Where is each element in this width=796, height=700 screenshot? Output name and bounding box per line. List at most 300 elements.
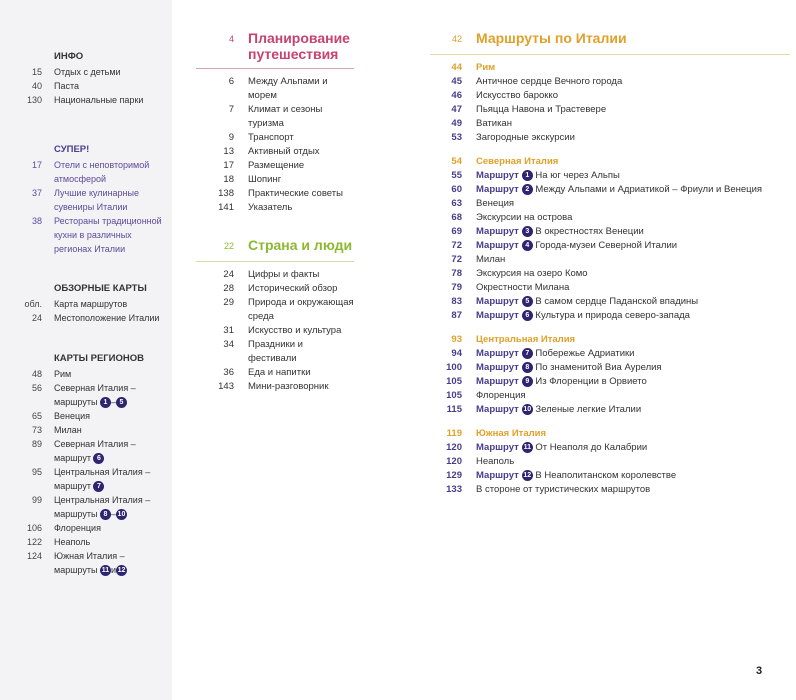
- toc-entry[interactable]: [430, 169, 790, 183]
- entry-routes: [54, 479, 172, 493]
- entry-page: 56: [31, 383, 42, 393]
- entry-title: Неаполь: [54, 537, 91, 547]
- entry-page: 13: [223, 146, 234, 157]
- route-number-badge: 5: [116, 397, 127, 408]
- toc-entry[interactable]: [0, 521, 172, 535]
- entry-page: 60: [451, 184, 462, 195]
- toc-entry[interactable]: [430, 389, 790, 403]
- entry-page: 69: [451, 226, 462, 237]
- entry-title: Античное сердце Вечного города: [476, 76, 623, 87]
- page-number: 3: [756, 665, 763, 677]
- entry-page: 95: [31, 467, 42, 477]
- route-number-badge: 8: [522, 362, 533, 373]
- routes-label: маршруты: [54, 397, 98, 407]
- country-header: [196, 237, 354, 262]
- sidebar-info: [0, 50, 172, 107]
- route-label: Маршрут: [476, 362, 519, 373]
- route-number-badge: 1: [100, 397, 111, 408]
- entry-page: 17: [223, 160, 234, 171]
- route-number-badge: 12: [117, 567, 126, 575]
- entry-title: Милан: [476, 254, 506, 265]
- toc-entry[interactable]: [0, 381, 172, 395]
- entry-title: Центральная Италия –: [54, 467, 151, 477]
- entry-page: 120: [446, 442, 462, 453]
- entry-title-wrap: [476, 211, 790, 225]
- entry-title: Венеция: [54, 411, 91, 421]
- route-number-badge: 11: [101, 567, 110, 575]
- entry-page: 31: [223, 325, 234, 336]
- entry-page: 73: [31, 425, 42, 435]
- toc-entry[interactable]: [0, 549, 172, 563]
- toc-entry[interactable]: [0, 172, 172, 186]
- entry-title-wrap: [476, 239, 790, 253]
- route-label: Маршрут: [476, 470, 519, 481]
- entry-routes: [54, 507, 172, 521]
- route-number-badge: 8: [100, 509, 111, 520]
- entry-title: Побережье Адриатики: [535, 348, 635, 359]
- toc-entry[interactable]: [0, 214, 172, 228]
- entry-title: Венеция: [476, 198, 515, 209]
- toc-entry-continuation[interactable]: [0, 395, 172, 409]
- entry-page: 47: [451, 104, 462, 115]
- entry-title-wrap: [476, 267, 790, 281]
- entry-page: 18: [223, 174, 234, 185]
- routes-separator: и: [110, 565, 116, 575]
- routes-label: маршрут: [54, 453, 91, 463]
- section-page: 4: [228, 34, 234, 44]
- entry-title: Мини-разговорник: [248, 381, 329, 392]
- toc-entry[interactable]: [430, 309, 790, 323]
- toc-entry[interactable]: [196, 296, 354, 310]
- entry-routes: [54, 563, 172, 577]
- entry-title-wrap: [476, 183, 790, 197]
- entry-title: Милан: [54, 425, 82, 435]
- toc-entry[interactable]: [196, 131, 354, 145]
- entry-title: Климат и сезоны туризма: [248, 104, 323, 129]
- entry-page: 24: [31, 313, 42, 323]
- country-list: [196, 268, 354, 394]
- entry-title-wrap: [476, 281, 790, 295]
- entry-title: От Неаполя до Калабрии: [535, 442, 648, 453]
- entry-title: Загородные экскурсии: [476, 132, 575, 143]
- toc-entry[interactable]: [430, 197, 790, 211]
- entry-title: Северная Италия –: [54, 383, 136, 393]
- toc-entry[interactable]: [196, 338, 354, 366]
- routes-label: маршруты: [54, 565, 98, 575]
- route-number-badge: 9: [522, 376, 533, 387]
- section-title: СУПЕР!: [54, 144, 90, 155]
- entry-title-wrap: [476, 117, 790, 131]
- region-title: Центральная Италия: [476, 334, 576, 345]
- entry-title: Карта маршрутов: [54, 299, 128, 309]
- toc-entry[interactable]: [196, 187, 354, 201]
- toc-entry[interactable]: [430, 483, 790, 497]
- entry-title: Национальные парки: [54, 95, 144, 105]
- entry-title-wrap: [476, 197, 790, 211]
- toc-entry[interactable]: [430, 89, 790, 103]
- entry-page: 9: [228, 132, 234, 143]
- route-number-badge: 12: [523, 471, 532, 479]
- entry-title: Активный отдых: [248, 146, 320, 157]
- toc-entry-continuation[interactable]: [0, 451, 172, 465]
- entry-title: регионах Италии: [54, 244, 126, 254]
- entry-title: Местоположение Италии: [54, 313, 160, 323]
- entry-title: Города-музеи Северной Италии: [535, 240, 678, 251]
- entry-page: [0, 228, 54, 242]
- entry-title: В стороне от туристических маршрутов: [476, 484, 651, 495]
- toc-entry[interactable]: [0, 186, 172, 200]
- entry-title-wrap: [476, 361, 790, 375]
- toc-entry[interactable]: [0, 79, 172, 93]
- entry-title: Флоренция: [54, 523, 101, 533]
- entry-routes: [54, 451, 172, 465]
- entry-title-wrap: [476, 375, 790, 389]
- entry-title-wrap: [476, 169, 790, 183]
- section-page: 22: [223, 241, 234, 251]
- entry-title: Размещение: [248, 160, 305, 171]
- toc-entry[interactable]: [196, 324, 354, 338]
- entry-title: Отдых с детьми: [54, 67, 121, 77]
- entry-page: 78: [451, 268, 462, 279]
- entry-title: Природа и окружающая: [248, 297, 354, 308]
- entry-page: 55: [451, 170, 462, 181]
- entry-title-wrap: [476, 89, 790, 103]
- entry-title: Экскурсия на озеро Комо: [476, 268, 588, 279]
- entry-title: среда: [248, 311, 274, 322]
- region-heading[interactable]: [430, 155, 790, 169]
- toc-entry[interactable]: [196, 75, 354, 103]
- entry-title: Северная Италия –: [54, 439, 136, 449]
- entry-title: Практические советы: [248, 188, 343, 199]
- entry-page: 53: [451, 132, 462, 143]
- entry-page: 28: [223, 283, 234, 294]
- route-label: Маршрут: [476, 404, 519, 415]
- entry-page: 83: [451, 296, 462, 307]
- toc-entry-continuation[interactable]: [0, 563, 172, 577]
- route-label: Маршрут: [476, 170, 519, 181]
- toc-entry[interactable]: [430, 455, 790, 469]
- sidebar-region-maps: [0, 352, 172, 577]
- route-label: Маршрут: [476, 376, 519, 387]
- toc-entry[interactable]: [0, 367, 172, 381]
- toc-entry[interactable]: [430, 267, 790, 281]
- entry-title: сувениры Италии: [54, 202, 128, 212]
- entry-page: 65: [31, 411, 42, 421]
- toc-entry[interactable]: [430, 211, 790, 225]
- entry-routes: [54, 395, 172, 409]
- route-number-badge: 10: [117, 511, 126, 519]
- toc-entry[interactable]: [430, 75, 790, 89]
- toc-entry[interactable]: [196, 380, 354, 394]
- entry-page: 105: [446, 390, 462, 401]
- entry-page: 129: [446, 470, 462, 481]
- entry-title-wrap: [476, 75, 790, 89]
- entry-title: Паста: [54, 81, 80, 91]
- entry-page: 79: [451, 282, 462, 293]
- entry-title: Флоренция: [476, 390, 526, 401]
- toc-entry[interactable]: [196, 145, 354, 159]
- entry-title: Пьяцца Навона и Трастевере: [476, 104, 607, 115]
- route-label: Маршрут: [476, 296, 519, 307]
- region-heading[interactable]: [430, 333, 790, 347]
- route-group: [430, 61, 790, 145]
- entry-page: 130: [26, 95, 42, 105]
- entry-page: 24: [223, 269, 234, 280]
- toc-entry[interactable]: [196, 159, 354, 173]
- region-title: Северная Италия: [476, 156, 559, 167]
- entry-title: Исторический обзор: [248, 283, 338, 294]
- entry-page-empty: [0, 507, 54, 521]
- entry-title: Центральная Италия –: [54, 495, 151, 505]
- route-number-badge: 6: [522, 310, 533, 321]
- region-heading[interactable]: [430, 427, 790, 441]
- section-title: ИНФО: [54, 51, 84, 62]
- toc-entry[interactable]: [0, 297, 172, 311]
- route-number-badge: 7: [522, 348, 533, 359]
- toc-entry[interactable]: [430, 295, 790, 309]
- region-page: 44: [451, 62, 462, 73]
- entry-page: 87: [451, 310, 462, 321]
- entry-page: 122: [26, 537, 42, 547]
- entry-page: 133: [446, 484, 462, 495]
- section-page: 42: [451, 34, 462, 44]
- toc-entry[interactable]: [430, 253, 790, 267]
- entry-title: В самом сердце Паданской впадины: [535, 296, 699, 307]
- toc-entry[interactable]: [196, 282, 354, 296]
- entry-title: Рим: [54, 369, 72, 379]
- entry-title-wrap: [476, 131, 790, 145]
- entry-page: [0, 242, 54, 256]
- toc-entry[interactable]: [0, 158, 172, 172]
- toc-entry[interactable]: [430, 403, 790, 417]
- routes-header: [430, 30, 790, 55]
- entry-title: На юг через Альпы: [535, 170, 620, 181]
- entry-page-empty: [0, 563, 54, 577]
- toc-entry[interactable]: [430, 225, 790, 239]
- entry-page: 100: [446, 362, 462, 373]
- entry-title: Отели с неповторимой: [54, 160, 150, 170]
- entry-title: Окрестности Милана: [476, 282, 570, 293]
- planning-column: [196, 30, 354, 394]
- toc-entry[interactable]: [196, 173, 354, 187]
- region-page: 93: [451, 334, 462, 345]
- entry-page: 37: [31, 188, 42, 198]
- entry-title-wrap: [476, 469, 790, 483]
- entry-page: 45: [451, 76, 462, 87]
- route-group: [430, 333, 790, 417]
- entry-page: 68: [451, 212, 462, 223]
- entry-page-empty: [0, 451, 54, 465]
- toc-entry[interactable]: [430, 103, 790, 117]
- entry-title-wrap: [476, 103, 790, 117]
- route-label: Маршрут: [476, 226, 519, 237]
- toc-entry[interactable]: [196, 268, 354, 282]
- sidebar-super: [0, 143, 172, 256]
- region-title: Рим: [476, 62, 496, 73]
- routes-separator: –: [110, 397, 116, 407]
- entry-page: 17: [31, 160, 42, 170]
- section-title[interactable]: [248, 30, 350, 62]
- toc-entry[interactable]: [0, 465, 172, 479]
- toc-entry[interactable]: [430, 441, 790, 455]
- toc-entry[interactable]: [430, 131, 790, 145]
- region-page: 54: [451, 156, 462, 167]
- entry-title-wrap: [476, 389, 790, 403]
- entry-title-wrap: [476, 455, 790, 469]
- entry-title: Праздники и фестивали: [248, 339, 303, 364]
- toc-entry[interactable]: [0, 493, 172, 507]
- section-title[interactable]: Страна и люди: [248, 237, 353, 253]
- toc-entry[interactable]: [430, 183, 790, 197]
- entry-title: Южная Италия –: [54, 551, 125, 561]
- entry-page-empty: [0, 395, 54, 409]
- entry-title: Транспорт: [248, 132, 294, 143]
- entry-page: 138: [218, 188, 234, 199]
- route-number-badge: 2: [522, 184, 533, 195]
- toc-entry[interactable]: [430, 239, 790, 253]
- toc-entry[interactable]: [0, 228, 172, 242]
- title-line: путешествия: [248, 46, 339, 62]
- toc-entry[interactable]: [0, 242, 172, 256]
- entry-page: 72: [451, 254, 462, 265]
- entry-title-wrap: [476, 441, 790, 455]
- route-group: [430, 155, 790, 323]
- toc-entry[interactable]: [430, 281, 790, 295]
- toc-entry[interactable]: [430, 469, 790, 483]
- entry-page: 7: [228, 104, 234, 115]
- entry-page: 115: [446, 404, 462, 415]
- toc-entry-continuation[interactable]: [0, 507, 172, 521]
- entry-page: 15: [31, 67, 42, 77]
- section-title: КАРТЫ РЕГИОНОВ: [54, 353, 144, 364]
- toc-entry-continuation[interactable]: [0, 479, 172, 493]
- entry-page: 99: [31, 495, 42, 505]
- routes-label: маршрут: [54, 481, 91, 491]
- entry-title: Между Альпами и морем: [248, 76, 328, 101]
- entry-title: В окрестностях Венеции: [535, 226, 644, 237]
- planning-header: [196, 30, 354, 69]
- entry-page: [0, 172, 54, 186]
- route-label: Маршрут: [476, 310, 519, 321]
- route-number-badge: 10: [523, 405, 532, 413]
- region-page: 119: [446, 428, 462, 439]
- sidebar-overview-maps: [0, 282, 172, 325]
- entry-title: Зеленые легкие Италии: [535, 404, 642, 415]
- entry-page: 106: [26, 523, 42, 533]
- title-line: Планирование: [248, 30, 350, 46]
- planning-list: [196, 75, 354, 215]
- toc-entry[interactable]: [0, 535, 172, 549]
- route-number-badge: 6: [93, 453, 104, 464]
- entry-title-wrap: [476, 483, 790, 497]
- toc-entry[interactable]: [0, 437, 172, 451]
- entry-page: 29: [223, 297, 234, 308]
- toc-entry[interactable]: [0, 200, 172, 214]
- entry-title: Шопинг: [248, 174, 282, 185]
- route-number-badge: 5: [522, 296, 533, 307]
- entry-page: 105: [446, 376, 462, 387]
- toc-entry[interactable]: [196, 366, 354, 380]
- route-label: Маршрут: [476, 240, 519, 251]
- entry-page: 120: [446, 456, 462, 467]
- entry-page: 63: [451, 198, 462, 209]
- entry-page-empty: [196, 310, 248, 324]
- toc-entry[interactable]: [430, 117, 790, 131]
- entry-page: 49: [451, 118, 462, 129]
- toc-entry[interactable]: [0, 65, 172, 79]
- entry-title: Еда и напитки: [248, 367, 311, 378]
- entry-page-empty: [0, 479, 54, 493]
- route-group: [430, 427, 790, 497]
- toc-entry[interactable]: [0, 93, 172, 107]
- entry-title: Между Альпами и Адриатикой – Фриули и Венеция: [535, 184, 763, 195]
- toc-entry[interactable]: [0, 311, 172, 325]
- toc-entry[interactable]: [430, 361, 790, 375]
- entry-page: 6: [228, 76, 234, 87]
- section-title: ОБЗОРНЫЕ КАРТЫ: [54, 283, 147, 294]
- entry-title: Из Флоренции в Орвието: [535, 376, 647, 387]
- section-title[interactable]: Маршруты по Италии: [476, 30, 627, 46]
- entry-title: Рестораны традиционной: [54, 216, 162, 226]
- toc-entry[interactable]: [0, 423, 172, 437]
- entry-page: 34: [223, 339, 234, 350]
- entry-page: 72: [451, 240, 462, 251]
- entry-page: 48: [31, 369, 42, 379]
- entry-page: обл.: [24, 299, 42, 309]
- entry-title-wrap: [476, 225, 790, 239]
- route-label: Маршрут: [476, 184, 519, 195]
- entry-title: атмосферой: [54, 174, 107, 184]
- toc-entry[interactable]: [430, 347, 790, 361]
- entry-title: Неаполь: [476, 456, 515, 467]
- entry-title-wrap: [476, 347, 790, 361]
- entry-title: Экскурсии на острова: [476, 212, 573, 223]
- entry-title: Лучшие кулинарные: [54, 188, 139, 198]
- entry-page: 46: [451, 90, 462, 101]
- routes-groups: [430, 61, 790, 497]
- entry-page: 143: [218, 381, 234, 392]
- toc-entry[interactable]: [0, 409, 172, 423]
- entry-title: Цифры и факты: [248, 269, 320, 280]
- region-heading[interactable]: [430, 61, 790, 75]
- route-number-badge: 4: [522, 240, 533, 251]
- entry-page: 36: [223, 367, 234, 378]
- entry-page: 40: [31, 81, 42, 91]
- entry-title: Искусство и культура: [248, 325, 342, 336]
- entry-page: 89: [31, 439, 42, 449]
- entry-title-wrap: [476, 295, 790, 309]
- route-number-badge: 1: [522, 170, 533, 181]
- toc-entry[interactable]: [196, 103, 354, 131]
- route-number-badge: 3: [522, 226, 533, 237]
- entry-page: 141: [218, 202, 234, 213]
- toc-entry-continuation[interactable]: [196, 310, 354, 324]
- routes-label: маршруты: [54, 509, 98, 519]
- entry-title: Культура и природа северо-запада: [535, 310, 690, 321]
- entry-title: кухни в различных: [54, 230, 132, 240]
- toc-entry[interactable]: [196, 201, 354, 215]
- route-label: Маршрут: [476, 442, 519, 453]
- toc-entry[interactable]: [430, 375, 790, 389]
- entry-page: [0, 200, 54, 214]
- entry-page: 38: [31, 216, 42, 226]
- route-label: Маршрут: [476, 348, 519, 359]
- routes-column: [430, 30, 790, 507]
- route-number-badge: 11: [523, 443, 531, 451]
- entry-title: По знаменитой Виа Аурелия: [535, 362, 662, 373]
- entry-title: Ватикан: [476, 118, 512, 129]
- routes-separator: –: [110, 509, 116, 519]
